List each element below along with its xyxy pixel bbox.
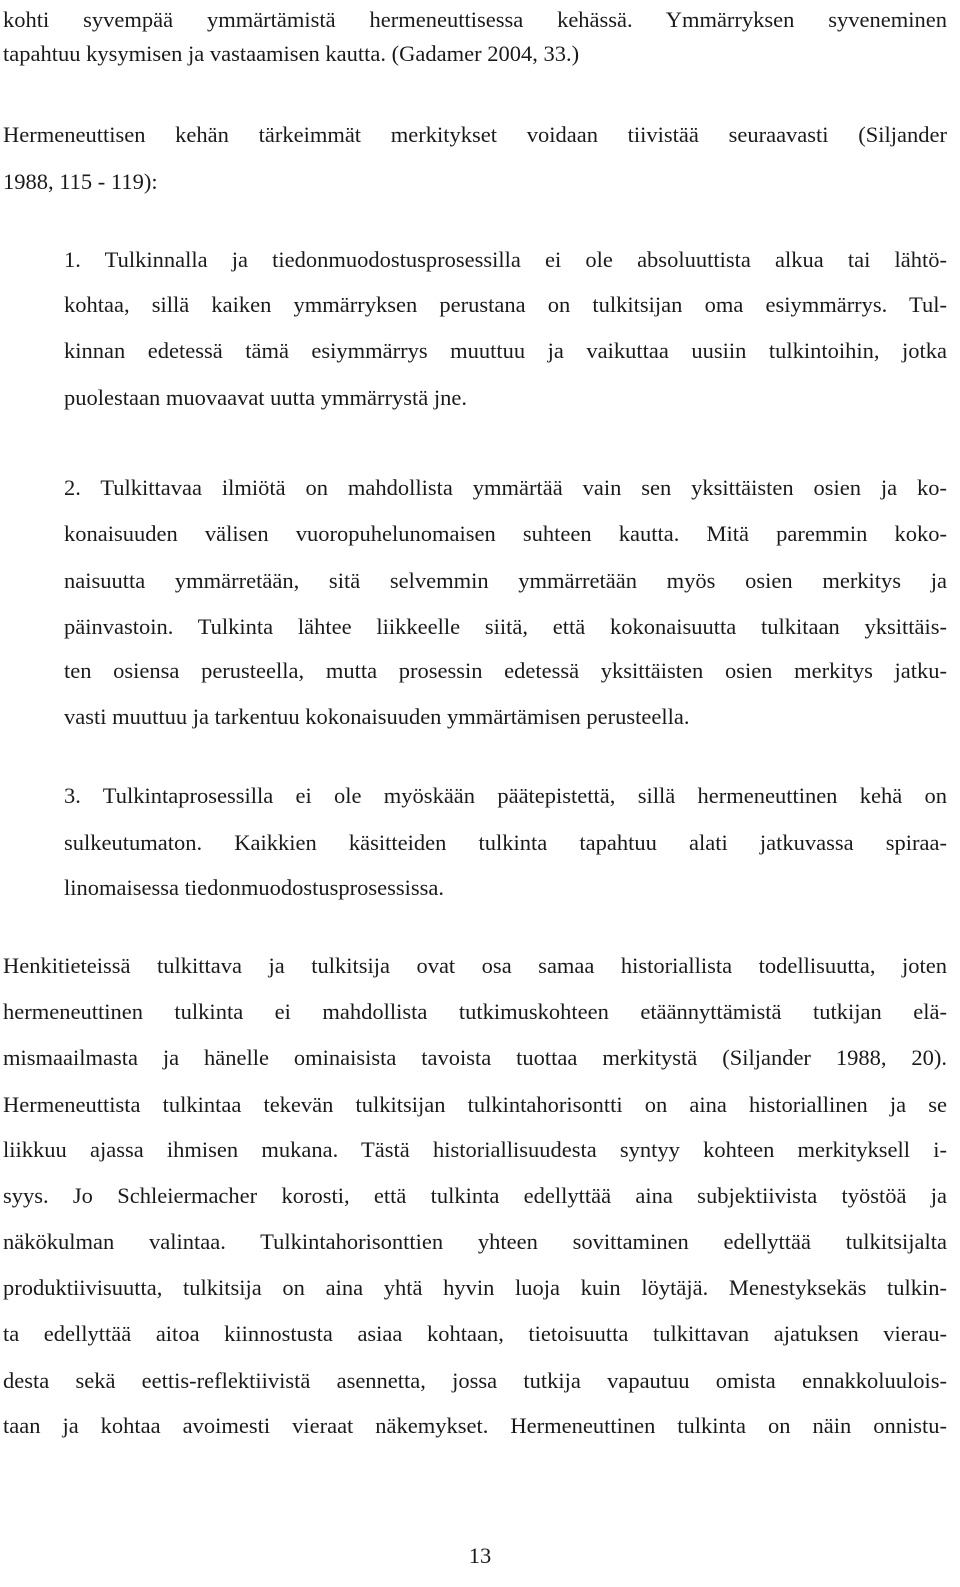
list-item-line: puolestaan muovaavat uutta ymmärrystä jne. (64, 385, 468, 410)
list-item-line: kinnan edetessä tämä esiymmärrys muuttuu ja vaikuttaa uusiin tulkintoihin, jotka (64, 338, 947, 363)
list-item-line: ten osiensa perusteella, mutta prosessin edetessä yksittäisten osien merkitys jatku- (64, 658, 947, 683)
list-item-line: kohtaa, sillä kaiken ymmärryksen perustana on tulkitsijan oma esiymmärrys. Tul- (64, 292, 947, 317)
body-text-line: kohti syvempää ymmärtämistä hermeneuttisessa kehässä. Ymmärryksen syveneminen (3, 7, 947, 32)
list-item-line: 1. Tulkinnalla ja tiedonmuodostusprosessilla ei ole absoluuttista alkua tai lähtö- (64, 247, 947, 272)
body-text-line: produktiivisuutta, tulkitsija on aina yhtä hyvin luoja kuin löytäjä. Menestyksekäs tulkin- (3, 1275, 947, 1300)
body-text-line: ta edellyttää aitoa kiinnostusta asiaa kohtaan, tietoisuutta tulkittavan ajatuksen vierau- (3, 1321, 947, 1346)
body-text-line: Hermeneuttista tulkintaa tekevän tulkitsijan tulkintahorisontti on aina historiallinen ja se (3, 1092, 947, 1117)
body-text-line: hermeneuttinen tulkinta ei mahdollista tutkimuskohteen etäännyttämistä tutkijan elä- (3, 999, 947, 1024)
list-item-line: päinvastoin. Tulkinta lähtee liikkeelle siitä, että kokonaisuutta tulkitaan yksittäis- (64, 614, 947, 639)
body-text-line: taan ja kohtaa avoimesti vieraat näkemykset. Hermeneuttinen tulkinta on näin onnistu- (3, 1413, 947, 1438)
body-text-line: Henkitieteissä tulkittava ja tulkitsija ovat osa samaa historiallista todellisuutta, joten (3, 953, 947, 978)
body-text-line: Hermeneuttisen kehän tärkeimmät merkitykset voidaan tiivistää seuraavasti (Siljander (3, 122, 947, 147)
body-text-line: mismaailmasta ja hänelle ominaisista tavoista tuottaa merkitystä (Siljander 1988, 20). (3, 1045, 947, 1070)
body-text-line: liikkuu ajassa ihmisen mukana. Tästä historiallisuudesta syntyy kohteen merkityksell i- (3, 1137, 947, 1162)
page-number: 13 (468, 1543, 492, 1568)
list-item-line: naisuutta ymmärretään, sitä selvemmin ymmärretään myös osien merkitys ja (64, 568, 947, 593)
list-item-line: 3. Tulkintaprosessilla ei ole myöskään päätepistettä, sillä hermeneuttinen kehä on (64, 783, 947, 808)
list-item-line: konaisuuden välisen vuoropuhelunomaisen suhteen kautta. Mitä paremmin koko- (64, 521, 947, 546)
body-text-line: 1988, 115 - 119): (3, 169, 158, 194)
body-text-line: näkökulman valintaa. Tulkintahorisonttien yhteen sovittaminen edellyttää tulkitsijalta (3, 1229, 947, 1254)
list-item-line: sulkeutumaton. Kaikkien käsitteiden tulkinta tapahtuu alati jatkuvassa spiraa- (64, 830, 947, 855)
list-item-line: linomaisessa tiedonmuodostusprosessissa. (64, 875, 444, 900)
list-item-line: 2. Tulkittavaa ilmiötä on mahdollista ymmärtää vain sen yksittäisten osien ja ko- (64, 475, 947, 500)
body-text-line: syys. Jo Schleiermacher korosti, että tulkinta edellyttää aina subjektiivista työstöä ja (3, 1183, 947, 1208)
list-item-line: vasti muuttuu ja tarkentuu kokonaisuuden ymmärtämisen perusteella. (64, 704, 690, 729)
body-text-line: tapahtuu kysymisen ja vastaamisen kautta. (Gadamer 2004, 33.) (3, 41, 580, 66)
body-text-line: desta sekä eettis-reflektiivistä asennetta, jossa tutkija vapautuu omista ennakkoluulois- (3, 1368, 947, 1393)
